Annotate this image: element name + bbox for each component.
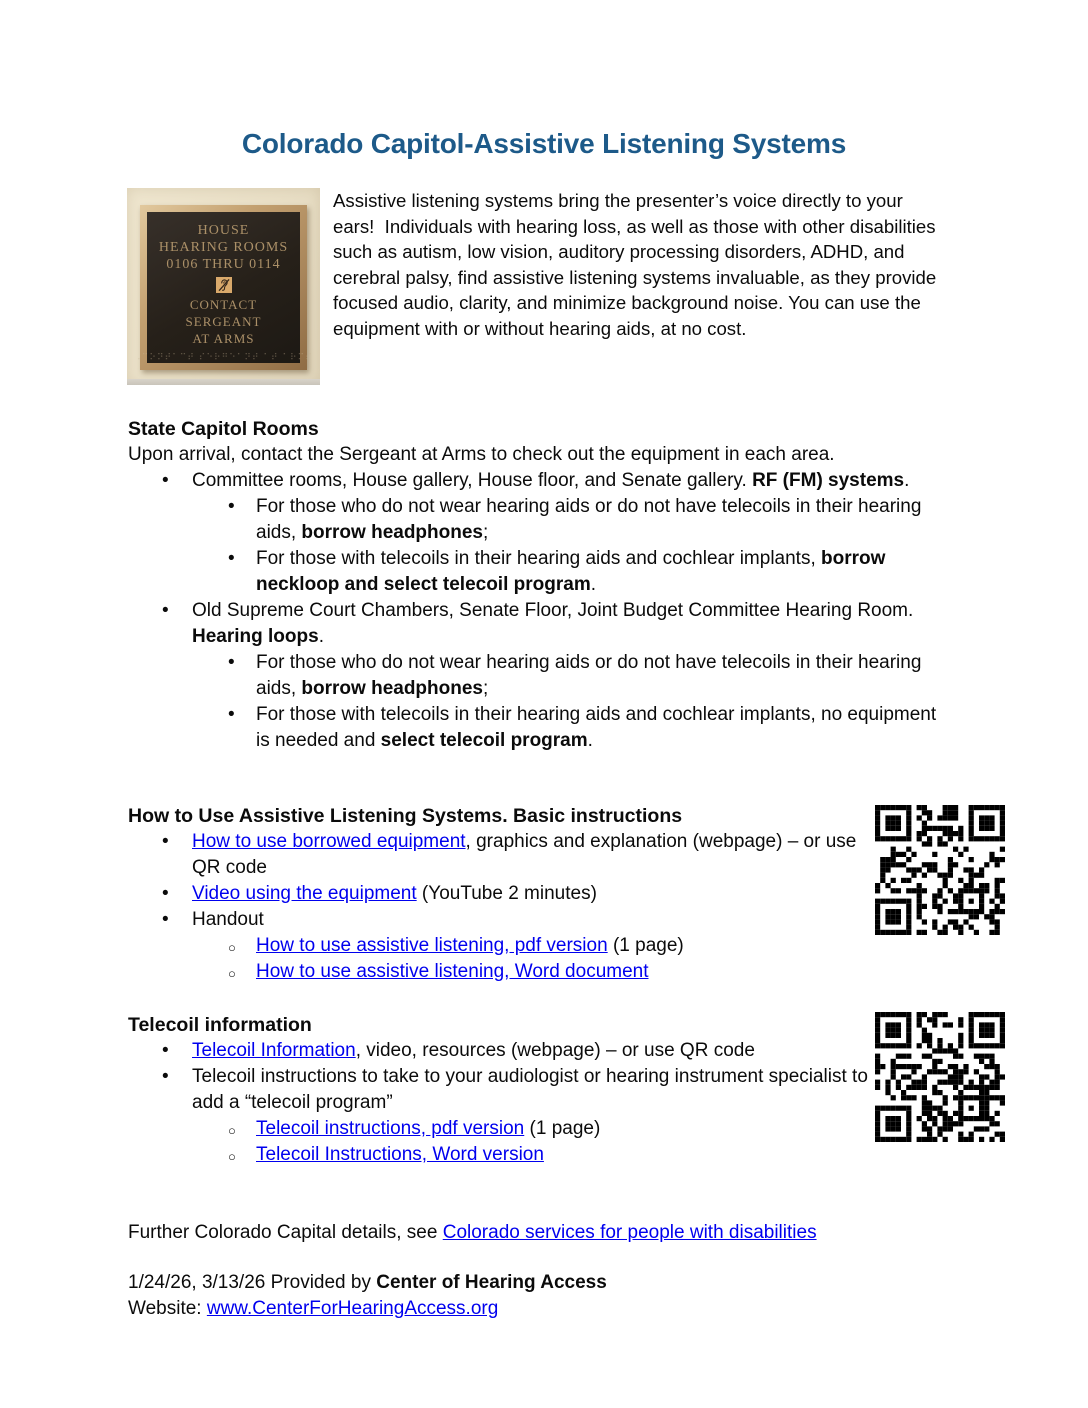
bold-run: select telecoil program (380, 730, 588, 751)
text-run: (1 page) (524, 1118, 601, 1139)
list-item (256, 494, 945, 546)
qr-code-telecoil (875, 1012, 1005, 1142)
list-item (192, 1064, 873, 1168)
text-run: . (318, 626, 324, 647)
text-run: (1 page) (607, 935, 684, 956)
text-run: , video, resources (webpage) – or use QR code (355, 1040, 755, 1061)
plaque-text-line: 0106 THRU 0114 (166, 257, 281, 272)
list-item (192, 1038, 873, 1064)
intro-paragraph: Assistive listening systems bring the presenter’s voice directly to your ears! Individuals with hearing loss, as well as those with other disabilities such as autism, low vision, auditory processing disorders, ADHD, and cerebral palsy, find assistive listening systems invaluable, as they provide focused audio, clarity, and minimize background noise. You can use the equipment with or without hearing aids, at no cost. (333, 190, 937, 339)
bold-run: RF (FM) systems (752, 470, 905, 491)
link-colorado-services-disabilities[interactable]: Colorado services for people with disabilities (442, 1222, 817, 1243)
text-run: ; (483, 522, 489, 543)
rooms-sublist (192, 494, 945, 598)
qr-code-how-to-use (875, 805, 1005, 935)
bold-run: borrow headphones (301, 678, 483, 699)
link-assistive-listening-pdf[interactable]: How to use assistive listening, pdf version (256, 935, 608, 956)
section-telecoil-information (128, 1012, 873, 1168)
plaque-photo (127, 188, 320, 385)
telecoil-sublist (192, 1116, 873, 1168)
plaque-frame (134, 205, 313, 370)
intro-section (127, 188, 943, 385)
telecoil-list (128, 1038, 873, 1168)
list-item (256, 650, 945, 702)
howto-list (128, 829, 873, 985)
text-run: ; (483, 678, 489, 699)
list-item (192, 881, 873, 907)
text-run: (YouTube 2 minutes) (416, 883, 597, 904)
page-title: Colorado Capitol-Assistive Listening Systems (241, 128, 847, 159)
text-run: For those who do not wear hearing aids or do not have telecoils in their hearing aids, (256, 652, 922, 699)
text-run: Handout (192, 909, 264, 930)
list-item (192, 907, 873, 985)
text-run: Old Supreme Court Chambers, Senate Floor, Joint Budget Committee Hearing Room. (192, 600, 914, 621)
list-item (256, 933, 873, 959)
plaque-text-line: AT ARMS (192, 331, 255, 346)
plaque-text-line: SERGEANT (185, 314, 262, 329)
text-run: For those who do not wear hearing aids or do not have telecoils in their hearing aids, (256, 496, 922, 543)
text-run: Telecoil instructions to take to your audiologist or hearing instrument specialist to add a “telecoil program” (192, 1066, 868, 1113)
rooms-list (128, 468, 945, 754)
handout-sublist (192, 933, 873, 985)
plaque-text-line: HOUSE (197, 223, 250, 238)
section-heading: How to Use Assistive Listening Systems. Basic instructions (128, 805, 683, 827)
plaque-plate (134, 212, 313, 363)
list-item (256, 1116, 873, 1142)
list-item (256, 959, 873, 985)
bold-run: borrow headphones (301, 522, 483, 543)
list-item (192, 468, 945, 598)
section-how-to-use (128, 803, 873, 985)
link-telecoil-information[interactable]: Telecoil Information (192, 1040, 356, 1061)
link-telecoil-instructions-pdf[interactable]: Telecoil instructions, pdf version (256, 1118, 525, 1139)
further-details-line (128, 1220, 817, 1246)
link-assistive-listening-word[interactable]: How to use assistive listening, Word document (256, 961, 649, 982)
link-telecoil-instructions-word[interactable]: Telecoil Instructions, Word version (256, 1144, 544, 1165)
provided-by-line (128, 1270, 607, 1296)
plaque-text-line: HEARING ROOMS (158, 240, 289, 255)
text-run: For those with telecoils in their hearing aids and cochlear implants, no equipment is needed and (256, 704, 937, 751)
list-item (192, 829, 873, 881)
section-intro-text: Upon arrival, contact the Sergeant at Arms to check out the equipment in each area. (128, 444, 835, 465)
bold-run: Hearing loops (192, 626, 319, 647)
section-heading: State Capitol Rooms (128, 418, 319, 440)
website-line (128, 1296, 498, 1322)
text-run: . (587, 730, 593, 751)
text-run: Further Colorado Capital details, see (128, 1222, 443, 1243)
link-how-to-use-borrowed-equipment[interactable]: How to use borrowed equipment (192, 831, 466, 852)
plaque-text-line: CONTACT (189, 297, 258, 312)
list-item (256, 702, 945, 754)
list-item (256, 546, 945, 598)
text-run: Committee rooms, House gallery, House floor, and Senate gallery. (192, 470, 753, 491)
section-heading: Telecoil information (128, 1014, 312, 1036)
rooms-sublist (192, 650, 945, 754)
text-run: , graphics and explanation (webpage) – or use QR code (192, 831, 857, 878)
link-video-using-equipment[interactable]: Video using the equipment (192, 883, 417, 904)
section-state-capitol-rooms (128, 416, 945, 754)
plaque-braille-text: ⠠⠉⠕⠝⠞⠁⠉⠞ ⠎⠑⠗⠛⠑⠁⠝⠞ ⠁⠞ ⠁⠗⠍⠎ (134, 353, 313, 363)
list-item (256, 1142, 873, 1168)
text-run: 1/24/26, 3/13/26 Provided by (128, 1272, 377, 1293)
bold-run: Center of Hearing Access (376, 1272, 607, 1293)
bold-run: borrow neckloop and select telecoil program (256, 548, 886, 595)
list-item (192, 598, 945, 754)
link-center-for-hearing-access-website[interactable]: www.CenterForHearingAccess.org (206, 1298, 499, 1319)
assistive-listening-ear-icon (212, 277, 236, 293)
text-run: . (590, 574, 596, 595)
text-run: . (904, 470, 910, 491)
text-run: For those with telecoils in their hearing aids and cochlear implants, (256, 548, 822, 569)
text-run: Website: (128, 1298, 207, 1319)
